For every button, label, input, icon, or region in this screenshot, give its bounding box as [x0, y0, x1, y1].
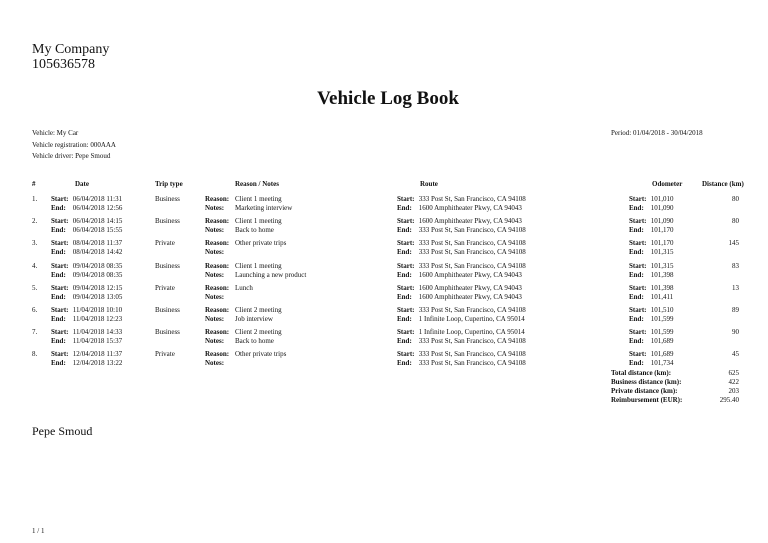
odometer-end: 101,315: [650, 248, 674, 256]
start-label: Start:: [51, 306, 69, 314]
trip-dates: [51, 350, 122, 368]
trip-number: 5.: [32, 284, 38, 292]
end-label: End:: [629, 293, 644, 301]
notes-label: Notes:: [205, 271, 225, 279]
route-end: 333 Post St, San Francisco, CA 94108: [418, 226, 526, 234]
trip-dates: [51, 239, 122, 257]
trip-reason: Client 2 meeting: [235, 306, 282, 314]
trip-reason-notes: [205, 328, 282, 346]
end-label: End:: [397, 337, 412, 345]
col-header-reason: Reason / Notes: [235, 180, 279, 188]
trip-number: 2.: [32, 217, 38, 225]
route-start: 333 Post St, San Francisco, CA 94108: [418, 262, 526, 270]
trip-type: Business: [155, 262, 180, 270]
reason-label: Reason:: [205, 306, 230, 314]
start-label: Start:: [397, 328, 415, 336]
route-end: 333 Post St, San Francisco, CA 94108: [418, 359, 526, 367]
start-label: Start:: [629, 239, 647, 247]
trip-reason: Client 1 meeting: [235, 262, 282, 270]
trip-reason-notes: [205, 306, 282, 324]
total-value: 422: [728, 378, 739, 386]
start-date: 11/04/2018 14:33: [72, 328, 123, 336]
trip-notes: Job interview: [235, 315, 273, 323]
col-header-route: Route: [420, 180, 438, 188]
odometer-start: 101,398: [650, 284, 674, 292]
end-date: 09/04/2018 08:35: [72, 271, 123, 279]
end-label: End:: [51, 315, 66, 323]
route-end: 1 Infinite Loop, Cupertino, CA 95014: [418, 315, 525, 323]
end-label: End:: [51, 359, 66, 367]
start-label: Start:: [629, 328, 647, 336]
trip-route: [397, 262, 526, 280]
odometer-start: 101,090: [650, 217, 674, 225]
trip-distance: 83: [732, 262, 739, 270]
trip-type: Business: [155, 217, 180, 225]
start-label: Start:: [397, 195, 415, 203]
odometer-start: 101,010: [650, 195, 674, 203]
trip-odometer: [629, 262, 674, 280]
total-value: 295.40: [719, 396, 739, 404]
total-row: [611, 378, 739, 387]
trip-distance: 45: [732, 350, 739, 358]
route-end: 1600 Amphitheater Pkwy, CA 94043: [418, 204, 522, 212]
end-label: End:: [629, 271, 644, 279]
end-label: End:: [51, 293, 66, 301]
start-label: Start:: [51, 262, 69, 270]
start-label: Start:: [629, 195, 647, 203]
reason-label: Reason:: [205, 262, 230, 270]
trip-reason-notes: [205, 239, 286, 257]
end-label: End:: [629, 226, 644, 234]
trip-reason: Client 1 meeting: [235, 217, 282, 225]
end-date: 11/04/2018 15:37: [72, 337, 123, 345]
trip-reason-notes: [205, 195, 292, 213]
trip-reason-notes: [205, 350, 286, 368]
page-number: 1 / 1: [32, 527, 45, 535]
company-name: My Company: [32, 42, 110, 57]
odometer-start: 101,510: [650, 306, 674, 314]
start-date: 06/04/2018 11:31: [72, 195, 123, 203]
col-header-trip-type: Trip type: [155, 180, 183, 188]
route-start: 1 Infinite Loop, Cupertino, CA 95014: [418, 328, 525, 336]
total-label: Reimbursement (EUR):: [611, 396, 683, 404]
trip-number: 3.: [32, 239, 38, 247]
trip-route: [397, 195, 526, 213]
total-row: [611, 387, 739, 396]
start-label: Start:: [51, 217, 69, 225]
trip-number: 7.: [32, 328, 38, 336]
trip-number: 6.: [32, 306, 38, 314]
end-label: End:: [629, 204, 644, 212]
total-label: Business distance (km):: [611, 378, 682, 386]
trip-odometer: [629, 350, 674, 368]
end-label: End:: [51, 248, 66, 256]
odometer-end: 101,734: [650, 359, 674, 367]
trip-route: [397, 350, 526, 368]
end-label: End:: [51, 204, 66, 212]
odometer-end: 101,689: [650, 337, 674, 345]
route-end: 333 Post St, San Francisco, CA 94108: [418, 248, 526, 256]
trip-odometer: [629, 328, 674, 346]
end-date: 12/04/2018 13:22: [72, 359, 123, 367]
start-label: Start:: [629, 284, 647, 292]
trip-number: 8.: [32, 350, 38, 358]
trip-distance: 145: [728, 239, 739, 247]
start-label: Start:: [397, 239, 415, 247]
route-end: 1600 Amphitheater Pkwy, CA 94043: [418, 271, 522, 279]
trip-distance: 89: [732, 306, 739, 314]
trip-number: 4.: [32, 262, 38, 270]
trip-odometer: [629, 239, 674, 257]
end-date: 11/04/2018 12:23: [72, 315, 123, 323]
end-label: End:: [629, 248, 644, 256]
start-label: Start:: [629, 350, 647, 358]
trip-number: 1.: [32, 195, 38, 203]
start-label: Start:: [629, 306, 647, 314]
end-label: End:: [397, 248, 412, 256]
start-date: 06/04/2018 14:15: [72, 217, 123, 225]
route-start: 333 Post St, San Francisco, CA 94108: [418, 306, 526, 314]
trip-type: Private: [155, 284, 175, 292]
route-start: 1600 Amphitheater Pkwy, CA 94043: [418, 217, 522, 225]
reason-label: Reason:: [205, 284, 230, 292]
notes-label: Notes:: [205, 293, 225, 301]
col-header-distance: Distance (km): [702, 180, 744, 188]
start-label: Start:: [51, 195, 69, 203]
trip-route: [397, 328, 526, 346]
end-date: 09/04/2018 13:05: [72, 293, 123, 301]
end-date: 06/04/2018 15:55: [72, 226, 123, 234]
odometer-start: 101,689: [650, 350, 674, 358]
trip-type: Business: [155, 195, 180, 203]
route-start: 1600 Amphitheater Pkwy, CA 94043: [418, 284, 522, 292]
trip-reason: Lunch: [235, 284, 253, 292]
end-label: End:: [51, 337, 66, 345]
odometer-end: 101,599: [650, 315, 674, 323]
trip-type: Business: [155, 306, 180, 314]
end-label: End:: [397, 359, 412, 367]
trip-odometer: [629, 195, 674, 213]
total-value: 203: [728, 387, 739, 395]
route-end: 1600 Amphitheater Pkwy, CA 94043: [418, 293, 522, 301]
vehicle-info: [32, 128, 116, 163]
total-label: Private distance (km):: [611, 387, 678, 395]
reason-label: Reason:: [205, 350, 230, 358]
start-label: Start:: [397, 284, 415, 292]
company-header: [32, 42, 109, 72]
col-header-odometer: Odometer: [652, 180, 683, 188]
notes-label: Notes:: [205, 226, 225, 234]
start-label: Start:: [397, 262, 415, 270]
end-date: 08/04/2018 14:42: [72, 248, 123, 256]
end-label: End:: [397, 293, 412, 301]
end-label: End:: [51, 226, 66, 234]
col-header-num: #: [32, 180, 36, 188]
notes-label: Notes:: [205, 315, 225, 323]
start-label: Start:: [397, 306, 415, 314]
trip-reason: Other private trips: [235, 350, 287, 358]
route-start: 333 Post St, San Francisco, CA 94108: [418, 239, 526, 247]
trip-dates: [51, 328, 122, 346]
route-start: 333 Post St, San Francisco, CA 94108: [418, 195, 526, 203]
start-label: Start:: [51, 328, 69, 336]
trip-route: [397, 284, 522, 302]
start-label: Start:: [51, 239, 69, 247]
trip-route: [397, 217, 526, 235]
start-date: 11/04/2018 10:10: [72, 306, 123, 314]
odometer-end: 101,090: [650, 204, 674, 212]
reason-label: Reason:: [205, 217, 230, 225]
notes-label: Notes:: [205, 359, 225, 367]
notes-label: Notes:: [205, 337, 225, 345]
page-title: Vehicle Log Book: [317, 88, 459, 109]
trip-notes: Back to home: [235, 337, 274, 345]
start-label: Start:: [51, 284, 69, 292]
trip-reason-notes: [205, 262, 306, 280]
odometer-start: 101,315: [650, 262, 674, 270]
period: Period: 01/04/2018 - 30/04/2018: [611, 129, 703, 137]
start-date: 08/04/2018 11:37: [72, 239, 123, 247]
odometer-start: 101,170: [650, 239, 674, 247]
trip-reason: Other private trips: [235, 239, 287, 247]
start-date: 12/04/2018 11:37: [72, 350, 123, 358]
odometer-end: 101,170: [650, 226, 674, 234]
trip-odometer: [629, 217, 674, 235]
trip-odometer: [629, 284, 674, 302]
trip-notes: Marketing interview: [235, 204, 293, 212]
start-label: Start:: [397, 350, 415, 358]
start-date: 09/04/2018 08:35: [72, 262, 123, 270]
start-label: Start:: [629, 217, 647, 225]
end-label: End:: [51, 271, 66, 279]
trip-dates: [51, 284, 122, 302]
odometer-end: 101,398: [650, 271, 674, 279]
end-label: End:: [397, 315, 412, 323]
total-value: 625: [728, 369, 739, 377]
vehicle-registration: Vehicle registration: 000AAA: [32, 140, 116, 149]
trip-odometer: [629, 306, 674, 324]
company-number: 105636578: [32, 57, 95, 72]
start-label: Start:: [397, 217, 415, 225]
signature: Pepe Smoud: [32, 424, 93, 438]
vehicle-driver: Vehicle driver: Pepe Smoud: [32, 152, 111, 160]
trip-route: [397, 239, 526, 257]
route-start: 333 Post St, San Francisco, CA 94108: [418, 350, 526, 358]
start-label: Start:: [51, 350, 69, 358]
trip-dates: [51, 217, 122, 235]
odometer-start: 101,599: [650, 328, 674, 336]
odometer-end: 101,411: [650, 293, 674, 301]
totals: [611, 369, 739, 405]
reason-label: Reason:: [205, 195, 230, 203]
total-row: [611, 369, 739, 378]
trip-reason: Client 2 meeting: [235, 328, 282, 336]
total-row: [611, 396, 739, 405]
end-label: End:: [629, 315, 644, 323]
notes-label: Notes:: [205, 204, 225, 212]
end-date: 06/04/2018 12:56: [72, 204, 123, 212]
trip-dates: [51, 262, 122, 280]
trip-distance: 80: [732, 217, 739, 225]
reason-label: Reason:: [205, 239, 230, 247]
trip-distance: 90: [732, 328, 739, 336]
route-end: 333 Post St, San Francisco, CA 94108: [418, 337, 526, 345]
end-label: End:: [629, 359, 644, 367]
end-label: End:: [397, 271, 412, 279]
reason-label: Reason:: [205, 328, 230, 336]
trip-notes: Back to home: [235, 226, 274, 234]
trip-type: Private: [155, 239, 175, 247]
vehicle-name: Vehicle: My Car: [32, 129, 79, 137]
trip-dates: [51, 306, 122, 324]
trip-route: [397, 306, 526, 324]
col-header-date: Date: [75, 180, 89, 188]
trip-dates: [51, 195, 122, 213]
total-label: Total distance (km):: [611, 369, 672, 377]
trip-reason-notes: [205, 217, 282, 235]
end-label: End:: [397, 226, 412, 234]
trip-reason: Client 1 meeting: [235, 195, 282, 203]
trip-notes: Launching a new product: [235, 271, 307, 279]
trip-type: Business: [155, 328, 180, 336]
trip-distance: 80: [732, 195, 739, 203]
trip-reason-notes: [205, 284, 253, 302]
end-label: End:: [629, 337, 644, 345]
start-date: 09/04/2018 12:15: [72, 284, 123, 292]
end-label: End:: [397, 204, 412, 212]
trip-distance: 13: [732, 284, 739, 292]
trip-type: Private: [155, 350, 175, 358]
start-label: Start:: [629, 262, 647, 270]
notes-label: Notes:: [205, 248, 225, 256]
